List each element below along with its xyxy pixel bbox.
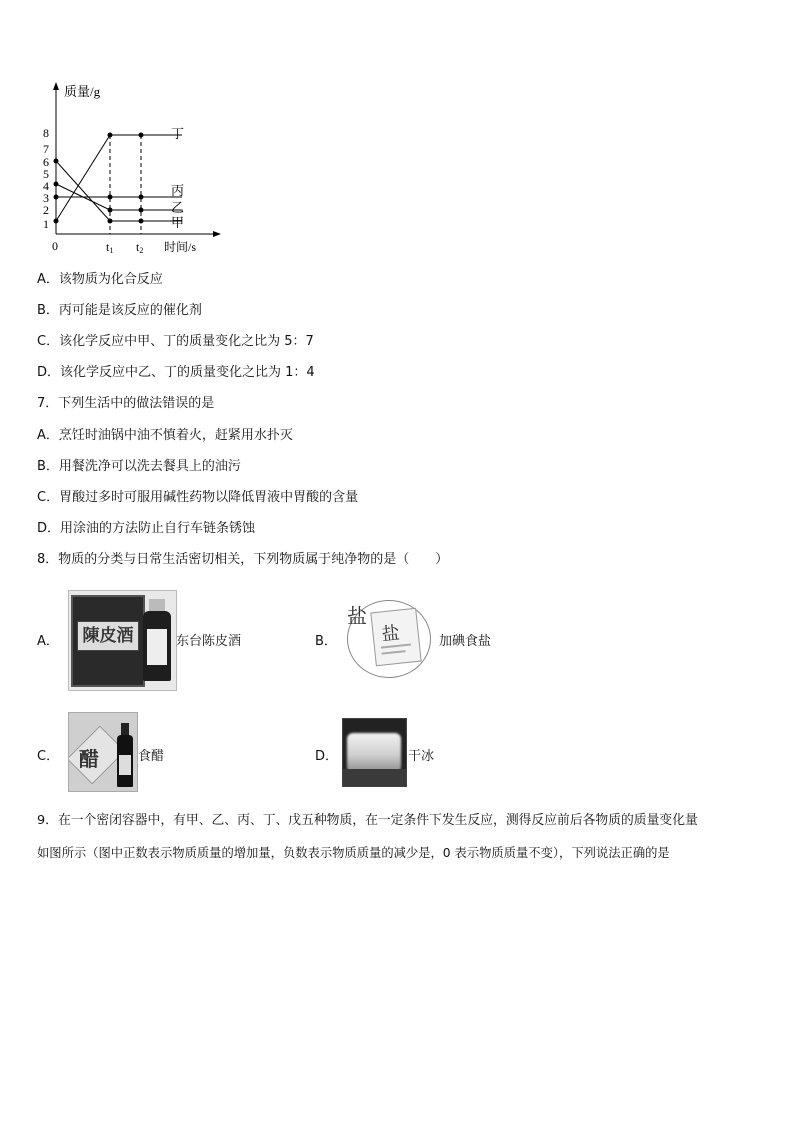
y-tick-7: 7: [43, 142, 49, 156]
y-tick-5: 5: [43, 167, 49, 181]
vinegar-char: 醋: [79, 747, 99, 771]
q8-option-c-caption: 食醋: [138, 749, 165, 764]
salt-char-1: 盐: [347, 604, 367, 628]
label-jia: 甲: [171, 215, 185, 230]
origin-label: 0: [52, 239, 58, 253]
wine-box-label: 陳皮酒: [77, 621, 139, 651]
label-yi: 乙: [171, 200, 185, 215]
q7-option-a: A．烹饪时油锅中油不慎着火，赶紧用水扑灭: [37, 428, 293, 443]
y-axis-label: 质量/g: [64, 84, 101, 99]
x-axis-arrow: [213, 231, 221, 237]
x-tick-t2: t2: [136, 240, 144, 255]
series-ding: [56, 135, 185, 221]
q8-option-d-caption: 干冰: [408, 749, 435, 764]
q7-option-c: C．胃酸过多时可服用碱性药物以降低胃液中胃酸的含量: [37, 490, 359, 505]
label-ding: 丁: [171, 126, 185, 141]
q8-option-c-letter: C．: [37, 749, 60, 764]
label-bing: 丙: [171, 183, 185, 198]
chenpi-wine-image: [68, 590, 177, 691]
y-axis-arrow: [53, 82, 59, 90]
q8-stem: 8．物质的分类与日常生活密切相关，下列物质属于纯净物的是（ ）: [37, 552, 449, 567]
mass-time-graph: [30, 78, 230, 260]
q8-option-b-caption: 加碘食盐: [439, 634, 492, 649]
q7-option-d: D．用涂油的方法防止自行车链条锈蚀: [37, 521, 256, 536]
y-tick-3: 3: [43, 191, 49, 205]
dry-ice-image: [342, 718, 407, 787]
x-tick-t1: t1: [106, 240, 114, 255]
y-tick-1: 1: [43, 217, 49, 231]
q8-option-a-letter: A．: [37, 634, 59, 649]
y-tick-labels: [43, 126, 49, 231]
x-axis-label: 时间/s: [164, 240, 197, 254]
y-tick-4: 4: [43, 179, 49, 193]
q7-stem: 7．下列生活中的做法错误的是: [37, 396, 215, 411]
y-tick-2: 2: [43, 203, 49, 217]
q9-stem-line-2: 如图所示（图中正数表示物质质量的增加量，负数表示物质质量的减少是，0 表示物质质量不变），下列说法正确的是: [37, 846, 670, 860]
q8-option-b-letter: B．: [315, 634, 337, 649]
q6-option-d: D．该化学反应中乙、丁的质量变化之比为 1：4: [37, 365, 315, 380]
iodized-salt-image: [343, 598, 435, 680]
q8-option-a-caption: 东台陈皮酒: [176, 634, 242, 649]
q7-option-b: B．用餐洗净可以洗去餐具上的油污: [37, 459, 241, 474]
q6-option-a: A．该物质为化合反应: [37, 272, 163, 287]
q6-option-c: C．该化学反应中甲、丁的质量变化之比为 5：7: [37, 334, 314, 349]
y-tick-6: 6: [43, 155, 49, 169]
vinegar-image: [68, 712, 138, 792]
salt-char-2: 盐: [380, 622, 401, 646]
q6-option-b: B．丙可能是该反应的催化剂: [37, 303, 202, 318]
q8-option-d-letter: D．: [315, 749, 339, 764]
y-tick-8: 8: [43, 126, 49, 140]
q9-stem-line-1: 9．在一个密闭容器中，有甲、乙、丙、丁、戊五种物质，在一定条件下发生反应，测得反应前后各物质的质量变化量: [37, 813, 698, 828]
